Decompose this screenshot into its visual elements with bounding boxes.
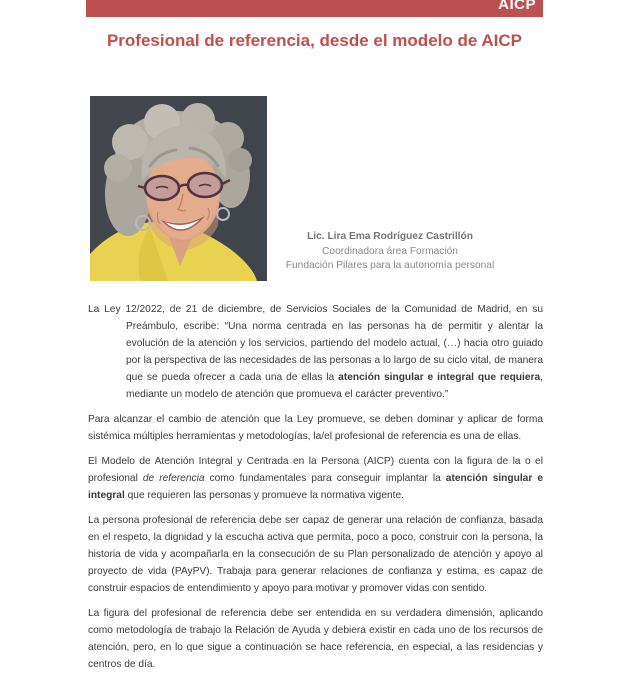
header-banner: [86, 0, 543, 17]
author-organization: Fundación Pilares para la autonomía personal: [285, 260, 495, 272]
body-paragraphs: [88, 301, 543, 681]
paragraph: [88, 411, 543, 445]
author-name: Lic. Lira Ema Rodríguez Castrillón: [307, 231, 473, 242]
text-run: de referencia: [142, 473, 205, 484]
banner-logo-text: AICP: [498, 0, 536, 13]
portrait-illustration: [90, 96, 267, 281]
page-title: Profesional de referencia, desde el modelo de AICP: [106, 31, 523, 50]
paragraph: [88, 453, 543, 504]
paragraph: [88, 512, 543, 597]
portrait-photo: [90, 96, 267, 281]
text-run: como fundamentales para conseguir implantar la: [204, 473, 446, 484]
text-run: , mediante un modelo de atención que promueva el carácter preventivo.”: [126, 372, 543, 400]
text-run: atención singular e integral: [88, 473, 543, 501]
text-run: El Modelo de Atención Integral y Centrada en la Persona (AICP) cuenta con la figura de la o el profesional: [88, 456, 543, 484]
text-run: Para alcanzar el cambio de atención que la Ley promueve, se deben dominar y aplicar de forma sistémica múltiples herramientas y metodologías, la/el profesional de referencia es una de ellas.: [88, 414, 543, 442]
text-run: La figura del profesional de referencia debe ser entendida en su verdadera dimensión, aplicando como metodología de trabajo la Relación de Ayuda y debiera existir en cada uno de los recursos de atención, pero, en lo que sigue a continuación se hace referencia, en especial, a las residencias y centros de día.: [88, 608, 543, 670]
author-caption: [262, 230, 518, 274]
author-role: Coordinadora área Formación: [322, 245, 458, 257]
paragraph: [88, 605, 543, 673]
paragraph: [88, 301, 543, 403]
text-run: La persona profesional de referencia debe ser capaz de generar una relación de confianza, basada en el respeto, la dignidad y la escucha activa que permita, poco a poco, construir con la persona, la historia de vida y acompañarla en la consecución de su Plan personalizado de atención y apoyo al proyecto de vida (PAyPV). Trabaja para generar relaciones de confianza y estima, es capaz de construir espacios de entendimiento y apoyo para motivar y promover vidas con sentido.: [88, 515, 543, 594]
text-run: atención singular e integral que requiera: [338, 372, 541, 383]
text-run: La Ley 12/2022, de 21 de diciembre, de Servicios Sociales de la Comunidad de Madrid, en su Preámbulo, escribe: “Una norma centrada en las personas ha de permitir y alentar la evolución de la atención y los servicios, partiendo del modelo actual, (…) hacia otro guiado por la perspectiva de las necesidades de las personas a lo largo de su ciclo vital, de manera que se pueda ofrecer a cada una de ellas la: [88, 304, 543, 383]
text-run: que requieren las personas y promueve la normativa vigente.: [124, 490, 404, 501]
